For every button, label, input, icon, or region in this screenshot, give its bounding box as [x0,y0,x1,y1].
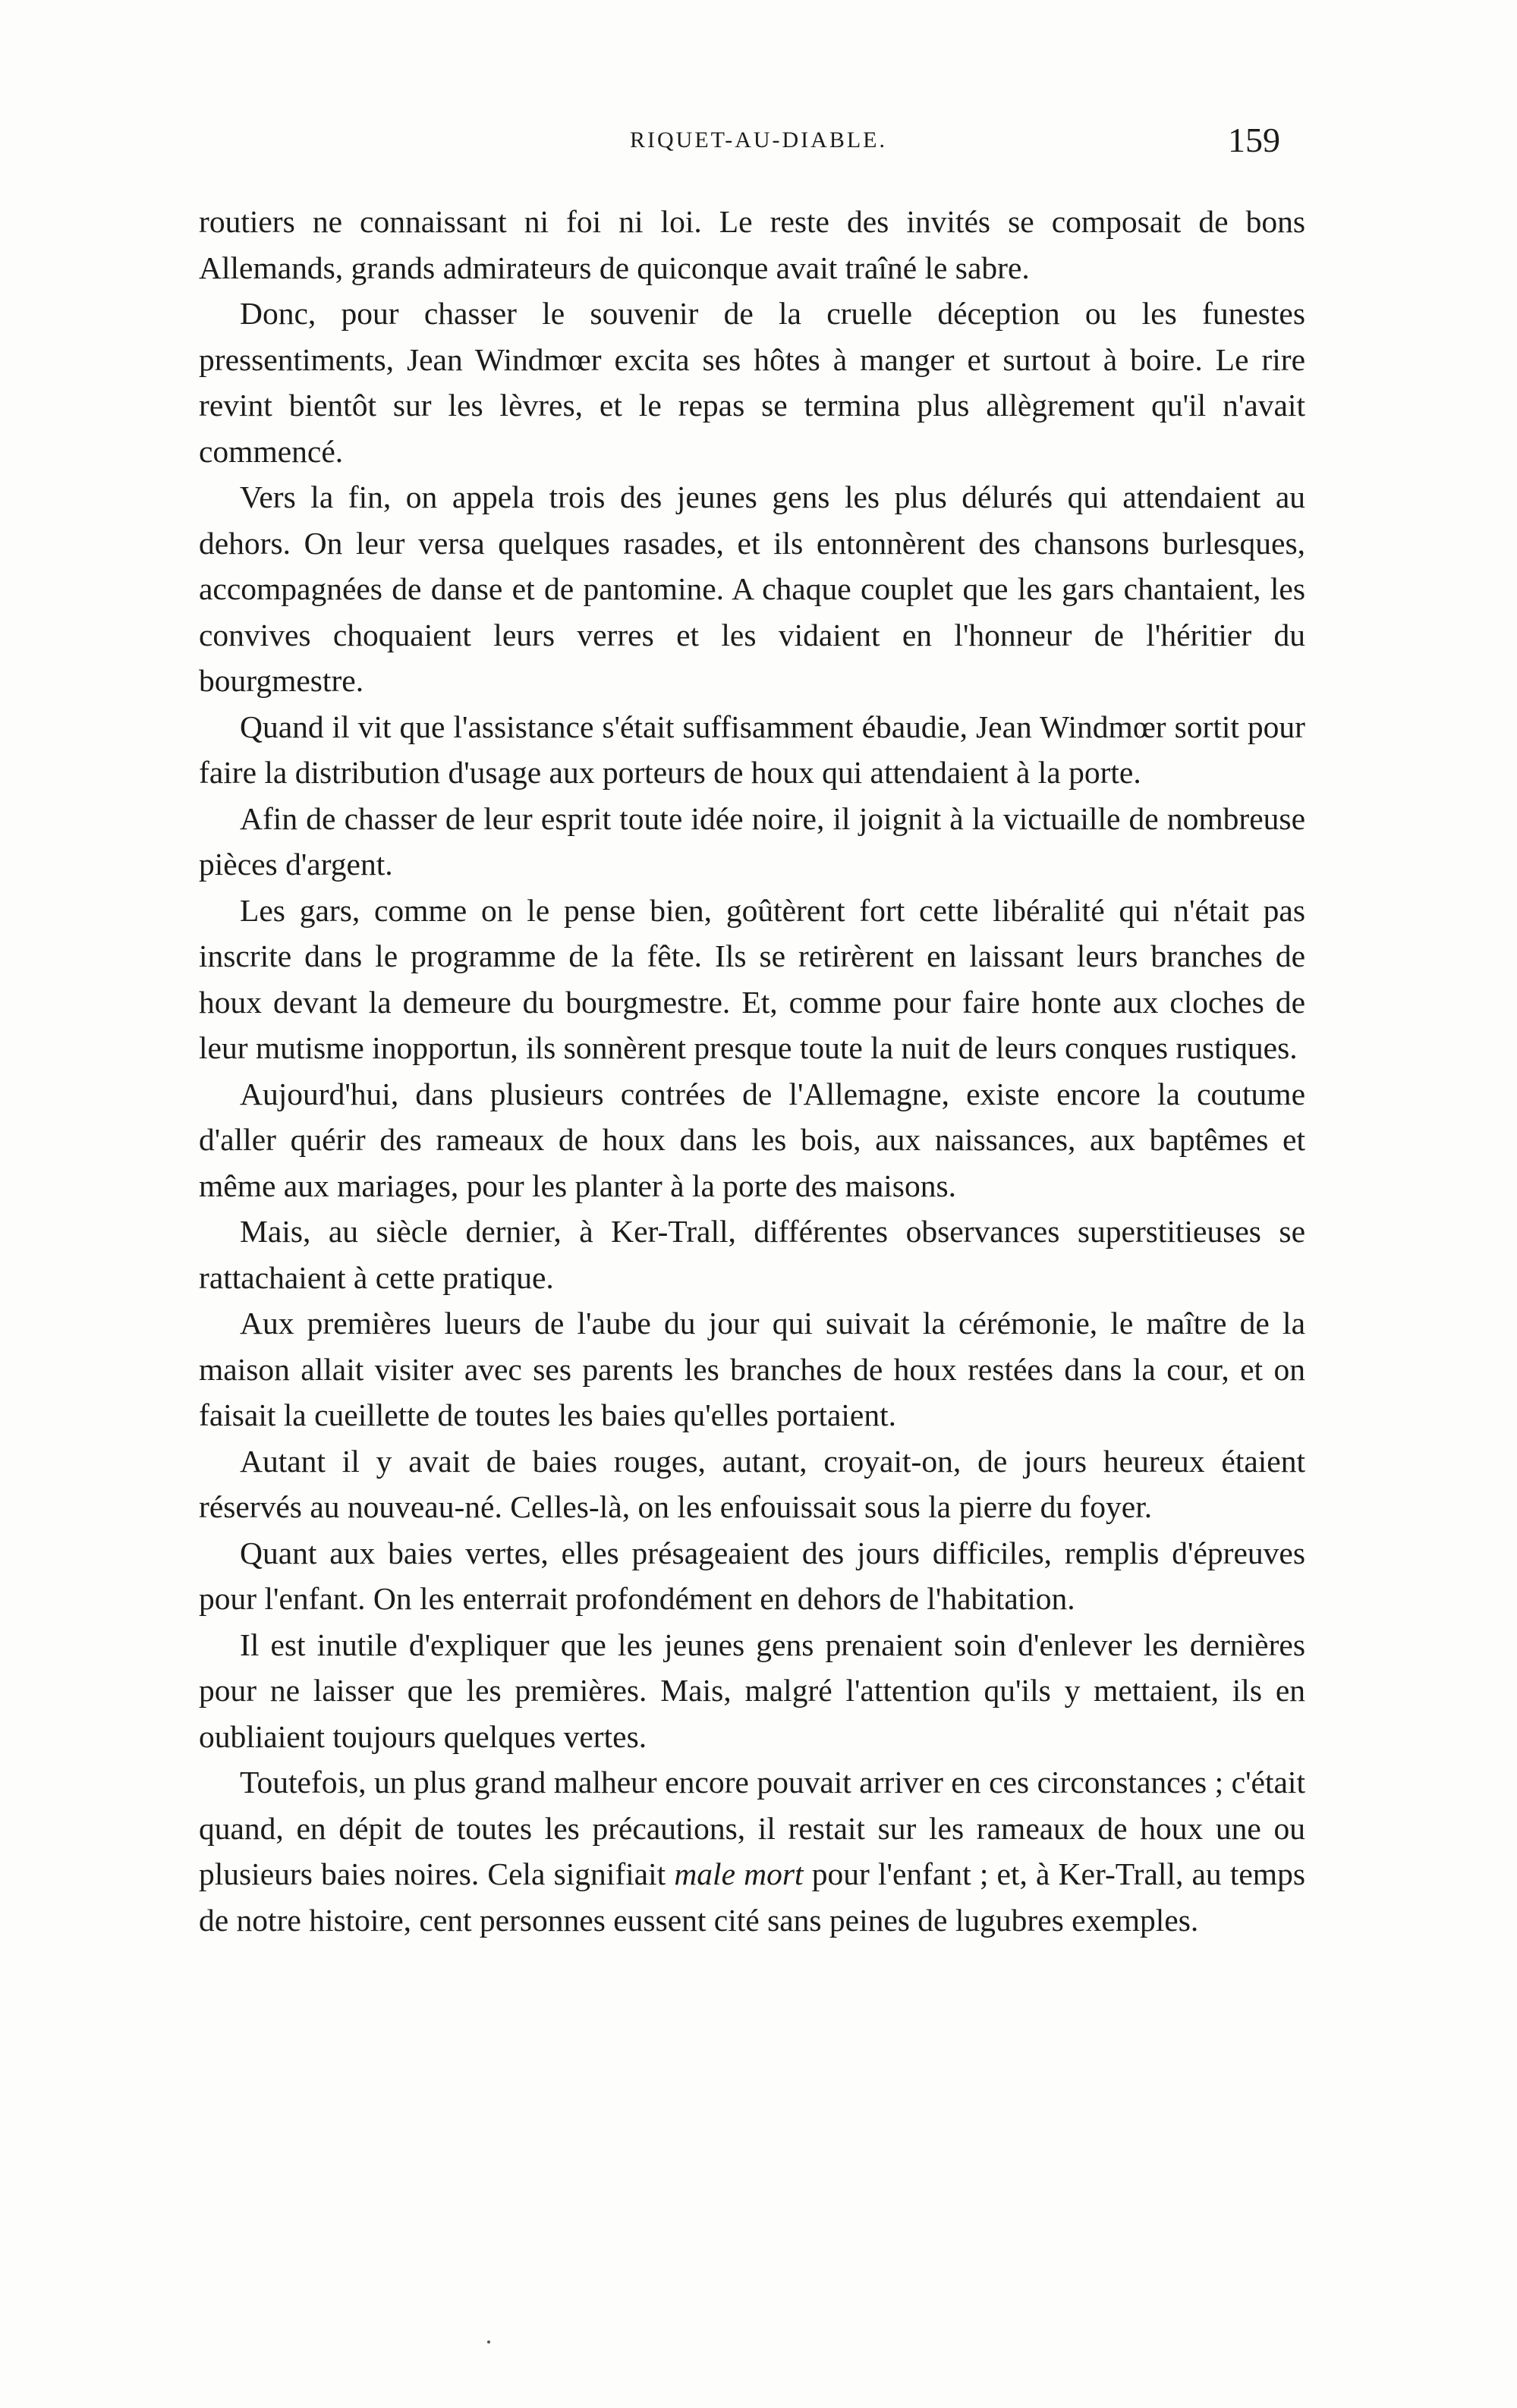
paragraph: Afin de chasser de leur esprit toute idée noire, il joignit à la victuaille de nombreuse pièces d'argent. [199,800,1305,882]
paragraph: Il est inutile d'expliquer que les jeunes gens prenaient soin d'enlever les dernières pour ne laisser que les premières. Mais, malgré l'attention qu'ils y mettaient, ils en oubliaient toujours quelques vertes. [199,1627,1305,1754]
paragraph: Quand il vit que l'assistance s'était suffisamment ébaudie, Jean Windmœr sortit pour faire la distribution d'usage aux porteurs de houx qui attendaient à la porte. [199,709,1305,790]
paragraph: Autant il y avait de baies rouges, autant, croyait-on, de jours heureux étaient réservés au nouveau-né. Celles-là, on les enfouissait sous la pierre du foyer. [199,1443,1305,1524]
paragraph: Les gars, comme on le pense bien, goûtèrent fort cette libéralité qui n'était pas inscrite dans le programme de la fête. Ils se retirèrent en laissant leurs branches de houx devant la demeure du bourgmestre. Et, comme pour faire honte aux cloches de leur mutisme inopportun, ils sonnèrent presque toute la nuit de leurs conques rustiques. [199,892,1305,1065]
body-text [199,199,1305,1943]
paragraph: Aux premières lueurs de l'aube du jour qui suivait la cérémonie, le maître de la maison allait visiter avec ses parents les branches de houx restées dans la cour, et on faisait la cueillette de toutes les baies qu'elles portaient. [199,1306,1305,1432]
paragraph [199,1759,1305,1943]
paragraph: Donc, pour chasser le souvenir de la cruelle déception ou les funestes pressentiments, Jean Windmœr excita ses hôtes à manger et surtout à boire. Le rire revint bientôt sur les lèvres, et le repas se termina plus allègrement qu'il n'avait commencé. [199,296,1305,469]
emphasis-text: male mort [674,1856,804,1891]
paragraph: Aujourd'hui, dans plusieurs contrées de l'Allemagne, existe encore la coutume d'aller quérir des rameaux de houx dans les bois, aux naissances, aux baptêmes et même aux mariages, pour les planter à la porte des maisons. [199,1076,1305,1203]
page-number: 159 [1228,121,1280,159]
running-title: RIQUET-AU-DIABLE. [629,127,888,152]
print-speck [487,2340,490,2344]
paragraph-text: Toutefois, un plus grand malheur encore pouvait arriver en ces circonstances ; c'était quand, en dépit de toutes les précautions, il restait sur les rameaux de houx une ou plusieurs baies noires. Cela signifiait [199,1765,1305,1891]
paragraph-text: pour l'enfant ; et, à Ker-Trall, au temps de notre histoire, cent personnes eussent cité sans peines de lugubres exemples. [199,1856,1305,1938]
paragraph: Quant aux baies vertes, elles présageaient des jours difficiles, remplis d'épreuves pour l'enfant. On les enterrait profondément en dehors de l'habitation. [199,1535,1305,1616]
paragraph: Vers la fin, on appela trois des jeunes gens les plus délurés qui attendaient au dehors. On leur versa quelques rasades, et ils entonnèrent des chansons burlesques, accompagnées de danse et de pantomine. A chaque couplet que les gars chantaient, les convives choquaient leurs verres et les vidaient en l'honneur de l'héritier du bourgmestre. [199,479,1305,698]
paragraph: routiers ne connaissant ni foi ni loi. Le reste des invités se composait de bons Allemands, grands admirateurs de quiconque avait traîné le sabre. [199,204,1305,285]
paragraph: Mais, au siècle dernier, à Ker-Trall, différentes observances superstitieuses se rattachaient à cette pratique. [199,1214,1305,1295]
